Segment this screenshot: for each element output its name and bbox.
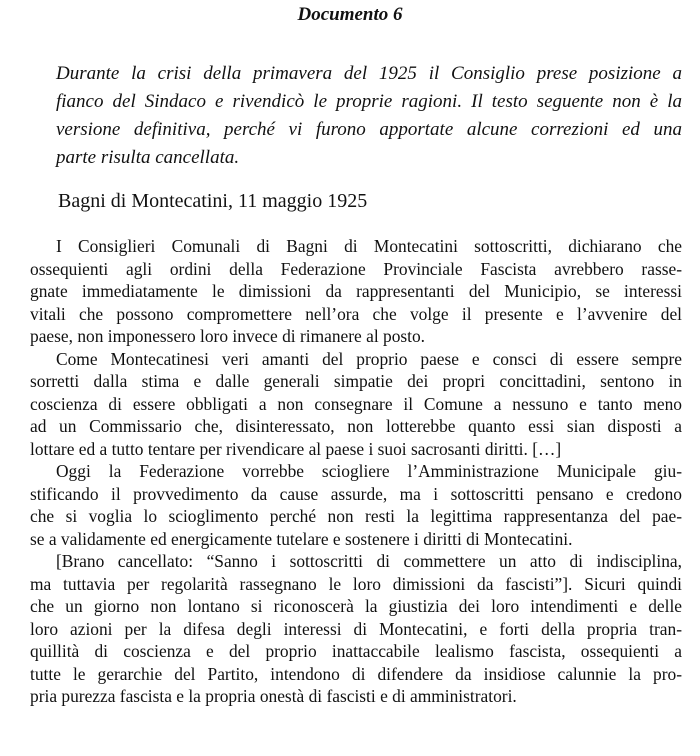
body-line: [Brano cancellato: “Sanno i sottoscritti di commettere un atto di indisciplina,	[56, 551, 682, 571]
body-line: gnate immediatamente le dimissioni da rappresentanti del Municipio, se interessi	[30, 281, 682, 301]
body-line: I Consiglieri Comunali di Bagni di Montecatini sottoscritti, dichiarano che	[56, 236, 682, 256]
body-line: ad un Commissario che, disinteressato, non lotterebbe quanto essi sian disposti a	[30, 416, 682, 436]
body-line: ma tuttavia per regolarità rassegnano le loro dimissioni da fascisti”]. Sicuri quindi	[30, 573, 682, 594]
body-line: Oggi la Federazione vorrebbe sciogliere l’Amministrazione Municipale giu-	[56, 461, 682, 481]
body-line: loro azioni per la difesa degli interessi di Montecatini, e forti della propria tran-	[30, 618, 682, 639]
intro-line: versione definitiva, perché vi furono apportate alcune correzioni ed una	[56, 119, 682, 140]
intro-line: Durante la crisi della primavera del 1925 il Consiglio prese posizione a	[56, 63, 682, 84]
body-line: pria purezza fascista e la propria onestà di fascisti e di amministratori.	[30, 686, 517, 706]
body-line: quillità di coscienza e del proprio inattaccabile lealismo fascista, ossequienti a	[30, 641, 682, 661]
body-line: Come Montecatinesi veri amanti del proprio paese e consci di essere sempre	[56, 348, 682, 369]
intro-line: fianco del Sindaco e rivendicò le proprie ragioni. Il testo seguente non è la	[56, 91, 682, 112]
dateline: Bagni di Montecatini, 11 maggio 1925	[58, 190, 368, 212]
body-line: sorretti dalla stima e dalle generali simpatie dei propri concittadini, sentono in	[30, 371, 682, 391]
body-line: coscienza di essere obbligati a non consegnare il Comune a nessuno e tanto meno	[30, 393, 682, 414]
document-title: Documento 6	[297, 4, 403, 25]
letter-body	[30, 235, 682, 708]
intro-line: parte risulta cancellata.	[56, 147, 240, 168]
body-line: ossequienti agli ordini della Federazione Provinciale Fascista avrebbero rasse-	[30, 258, 682, 279]
body-line: lottare ed a tutto tentare per rivendicare al paese i suoi sacrosanti diritti. […]	[30, 438, 562, 459]
body-line: che un giorno non lontano si riconoscerà la giustizia dei loro intendimenti e delle	[30, 596, 682, 616]
body-line: che si voglia lo scioglimento perché non resti la legittima rappresentanza del pae-	[30, 506, 682, 526]
body-line: paese, non imponessero loro invece di rimanere al posto.	[30, 326, 426, 346]
body-line: se a validamente ed energicamente tutelare e sostenere i diritti di Montecatini.	[30, 528, 573, 549]
intro-paragraph	[56, 60, 682, 172]
body-line: vitali che possono compromettere nell’ora che volge il presente e l’avvenire del	[30, 303, 682, 324]
body-line: stificando il provvedimento da cause assurde, ma i sottoscritti pensano e credono	[30, 483, 682, 504]
body-line: tutte le gerarchie del Partito, intendono di difendere da insidiose calunnie la pro-	[30, 663, 682, 684]
